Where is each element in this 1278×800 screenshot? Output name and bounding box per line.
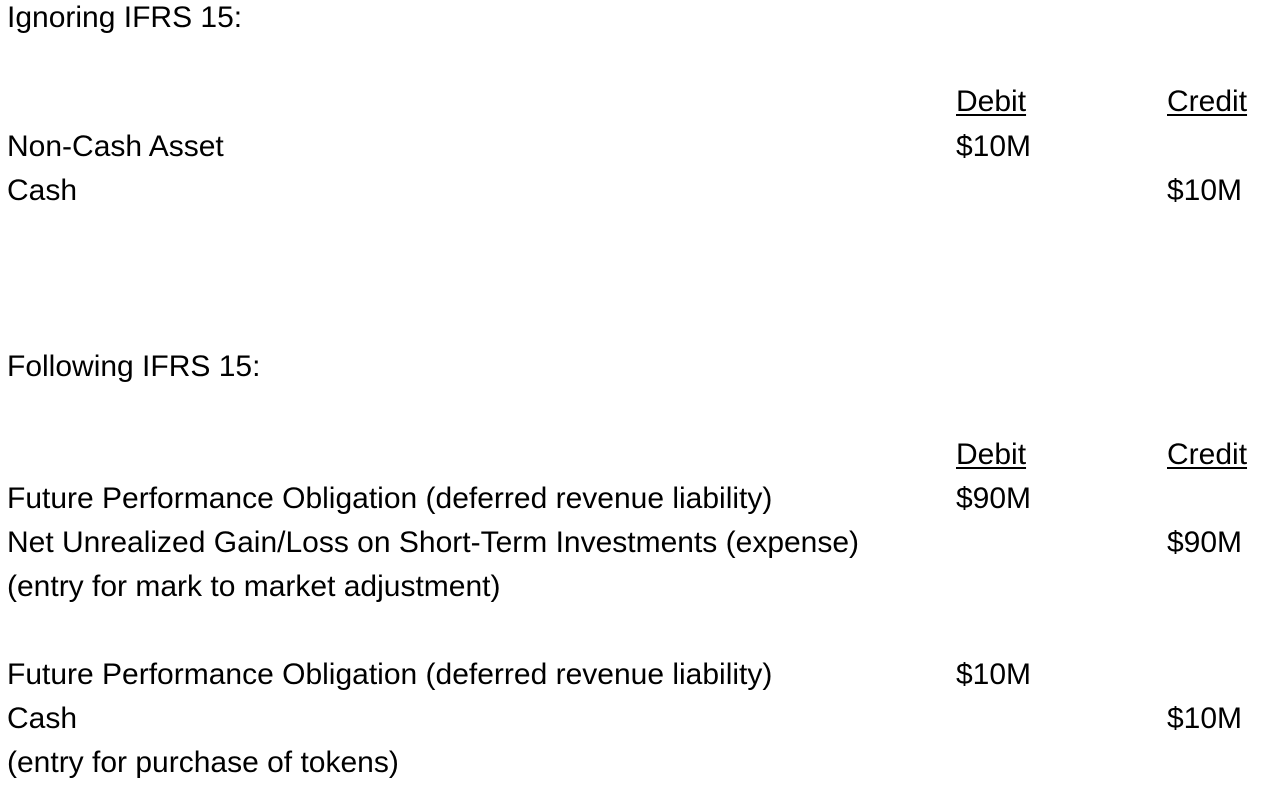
debit-header: Debit (956, 85, 1027, 118)
debit-amount: $90M (956, 482, 1032, 515)
journal-line (0, 125, 1278, 169)
credit-amount: $90M (1167, 526, 1243, 559)
credit-header: Credit (1167, 85, 1248, 118)
credit-amount: $10M (1167, 174, 1243, 207)
entry-note: (entry for purchase of tokens) (7, 746, 399, 779)
debit-amount: $10M (956, 130, 1032, 163)
section-heading-ignoring: Ignoring IFRS 15: (7, 1, 243, 34)
section-heading-following: Following IFRS 15: (7, 350, 261, 383)
journal-line (0, 521, 1278, 565)
entry-note: (entry for mark to market adjustment) (7, 570, 501, 603)
account-name: Cash (7, 174, 78, 207)
account-name: Future Performance Obligation (deferred revenue liability) (7, 482, 773, 515)
column-headers-2 (0, 433, 1278, 477)
journal-line (0, 697, 1278, 741)
credit-header: Credit (1167, 438, 1248, 471)
debit-amount: $10M (956, 658, 1032, 691)
credit-amount: $10M (1167, 702, 1243, 735)
account-name: Future Performance Obligation (deferred revenue liability) (7, 658, 773, 691)
account-name: Net Unrealized Gain/Loss on Short-Term Investments (expense) (7, 526, 860, 559)
account-name: Non-Cash Asset (7, 130, 224, 163)
debit-header: Debit (956, 438, 1027, 471)
journal-line (0, 169, 1278, 213)
journal-line (0, 653, 1278, 697)
account-name: Cash (7, 702, 78, 735)
column-headers-1 (0, 80, 1278, 124)
journal-line (0, 477, 1278, 521)
